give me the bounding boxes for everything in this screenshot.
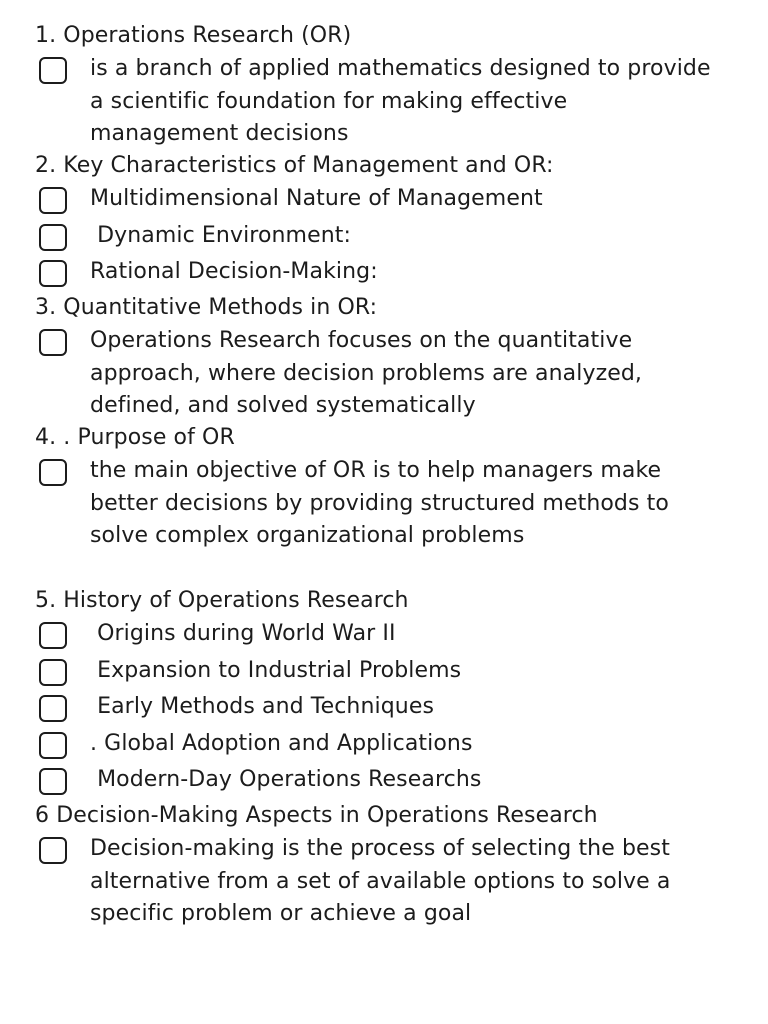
checklist-item-text: Dynamic Environment: bbox=[90, 223, 351, 248]
checklist-item-text: Expansion to Industrial Problems bbox=[90, 658, 462, 683]
section-heading-2: 2. Key Characteristics of Management and OR: bbox=[35, 153, 554, 178]
checkbox-icon[interactable] bbox=[39, 459, 67, 486]
checklist-item-text: Modern-Day Operations Researchs bbox=[90, 767, 482, 792]
checklist-item-text: Origins during World War II bbox=[90, 621, 396, 646]
section-heading-3: 3. Quantitative Methods in OR: bbox=[35, 295, 378, 320]
checkbox-icon[interactable] bbox=[39, 224, 67, 251]
checkbox-icon[interactable] bbox=[39, 57, 67, 84]
section-heading-5: 5. History of Operations Research bbox=[35, 588, 409, 613]
checkbox-icon[interactable] bbox=[39, 329, 67, 356]
checkbox-icon[interactable] bbox=[39, 837, 67, 864]
section-heading-4: 4. . Purpose of OR bbox=[35, 425, 235, 450]
checkbox-icon[interactable] bbox=[39, 659, 67, 686]
checklist-item-text: is a branch of applied mathematics designed to provide a scientific foundation for making effective management decisions bbox=[90, 56, 711, 146]
checkbox-icon[interactable] bbox=[39, 622, 67, 649]
section-heading-1: 1. Operations Research (OR) bbox=[35, 23, 352, 48]
checklist-item-text: Decision-making is the process of selecting the best alternative from a set of available options to solve a specific problem or achieve a goal bbox=[90, 836, 671, 926]
checkbox-icon[interactable] bbox=[39, 260, 67, 287]
checkbox-icon[interactable] bbox=[39, 695, 67, 722]
checklist-item-text: Rational Decision-Making: bbox=[90, 259, 378, 284]
checkbox-icon[interactable] bbox=[39, 732, 67, 759]
checkbox-icon[interactable] bbox=[39, 187, 67, 214]
checklist-item-text: Multidimensional Nature of Management bbox=[90, 186, 543, 211]
checklist-item-text: . Global Adoption and Applications bbox=[90, 731, 473, 756]
checklist-item-text: Operations Research focuses on the quantitative approach, where decision problems are analyzed, defined, and solved systematically bbox=[90, 328, 643, 418]
section-heading-6: 6 Decision-Making Aspects in Operations Research bbox=[35, 803, 598, 828]
checklist-item-text: the main objective of OR is to help managers make better decisions by providing structured methods to solve complex organizational problems bbox=[90, 458, 669, 548]
checklist-item-text: Early Methods and Techniques bbox=[90, 694, 435, 719]
checkbox-icon[interactable] bbox=[39, 768, 67, 795]
